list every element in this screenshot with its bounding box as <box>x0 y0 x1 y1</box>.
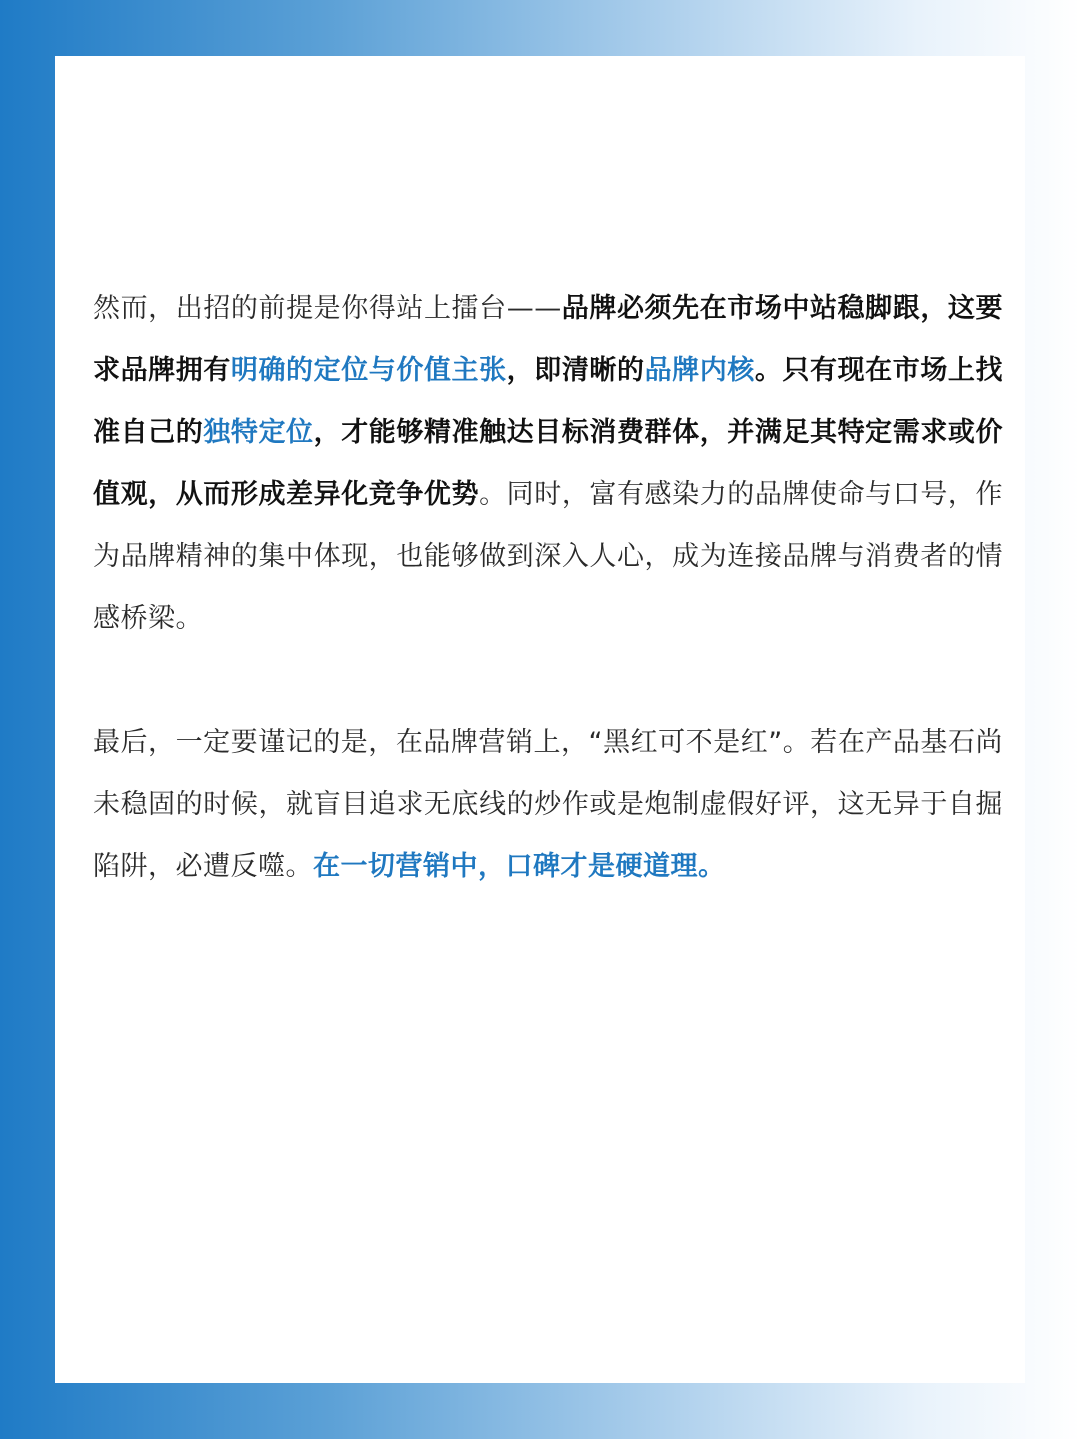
highlight-text: 独特定位 <box>203 417 314 448</box>
text-segment: 品牌必须先在市场中站稳脚跟，这要求品牌拥有 <box>93 293 1004 386</box>
highlight-text: 在一切营销中，口碑才是硬道理。 <box>313 851 726 882</box>
text-segment: ，即清晰的 <box>506 355 645 386</box>
text-segment: 。同时，富有感染力的品牌使命与口号，作为品牌精神的集中体现，也能够做到深入人心，成为连接品牌与消费者的情感桥梁。 <box>93 479 1003 634</box>
highlight-text: 品牌内核 <box>644 355 755 386</box>
text-segment: 。只有现在市场上找准自己的 <box>93 355 1003 448</box>
text-segment: ，才能够精准触达目标消费群体，并满足其特定需求或价值观，从而形成差异化竞争优势 <box>93 417 1003 510</box>
content-card <box>55 56 1025 1383</box>
bold-text <box>93 293 1003 510</box>
highlight-text: 明确的定位与价值主张 <box>230 355 507 386</box>
article-body <box>93 278 1003 898</box>
text-segment: 然而，出招的前提是你得站上擂台—— <box>93 293 562 324</box>
paragraph-brand-positioning <box>93 278 1003 650</box>
paragraph-reputation <box>93 712 1003 898</box>
text-segment: 最后，一定要谨记的是，在品牌营销上，“黑红可不是红”。若在产品基石尚未稳固的时候，就盲目追求无底线的炒作或是炮制虚假好评，这无异于自掘陷阱，必遭反噬。 <box>93 727 1003 882</box>
